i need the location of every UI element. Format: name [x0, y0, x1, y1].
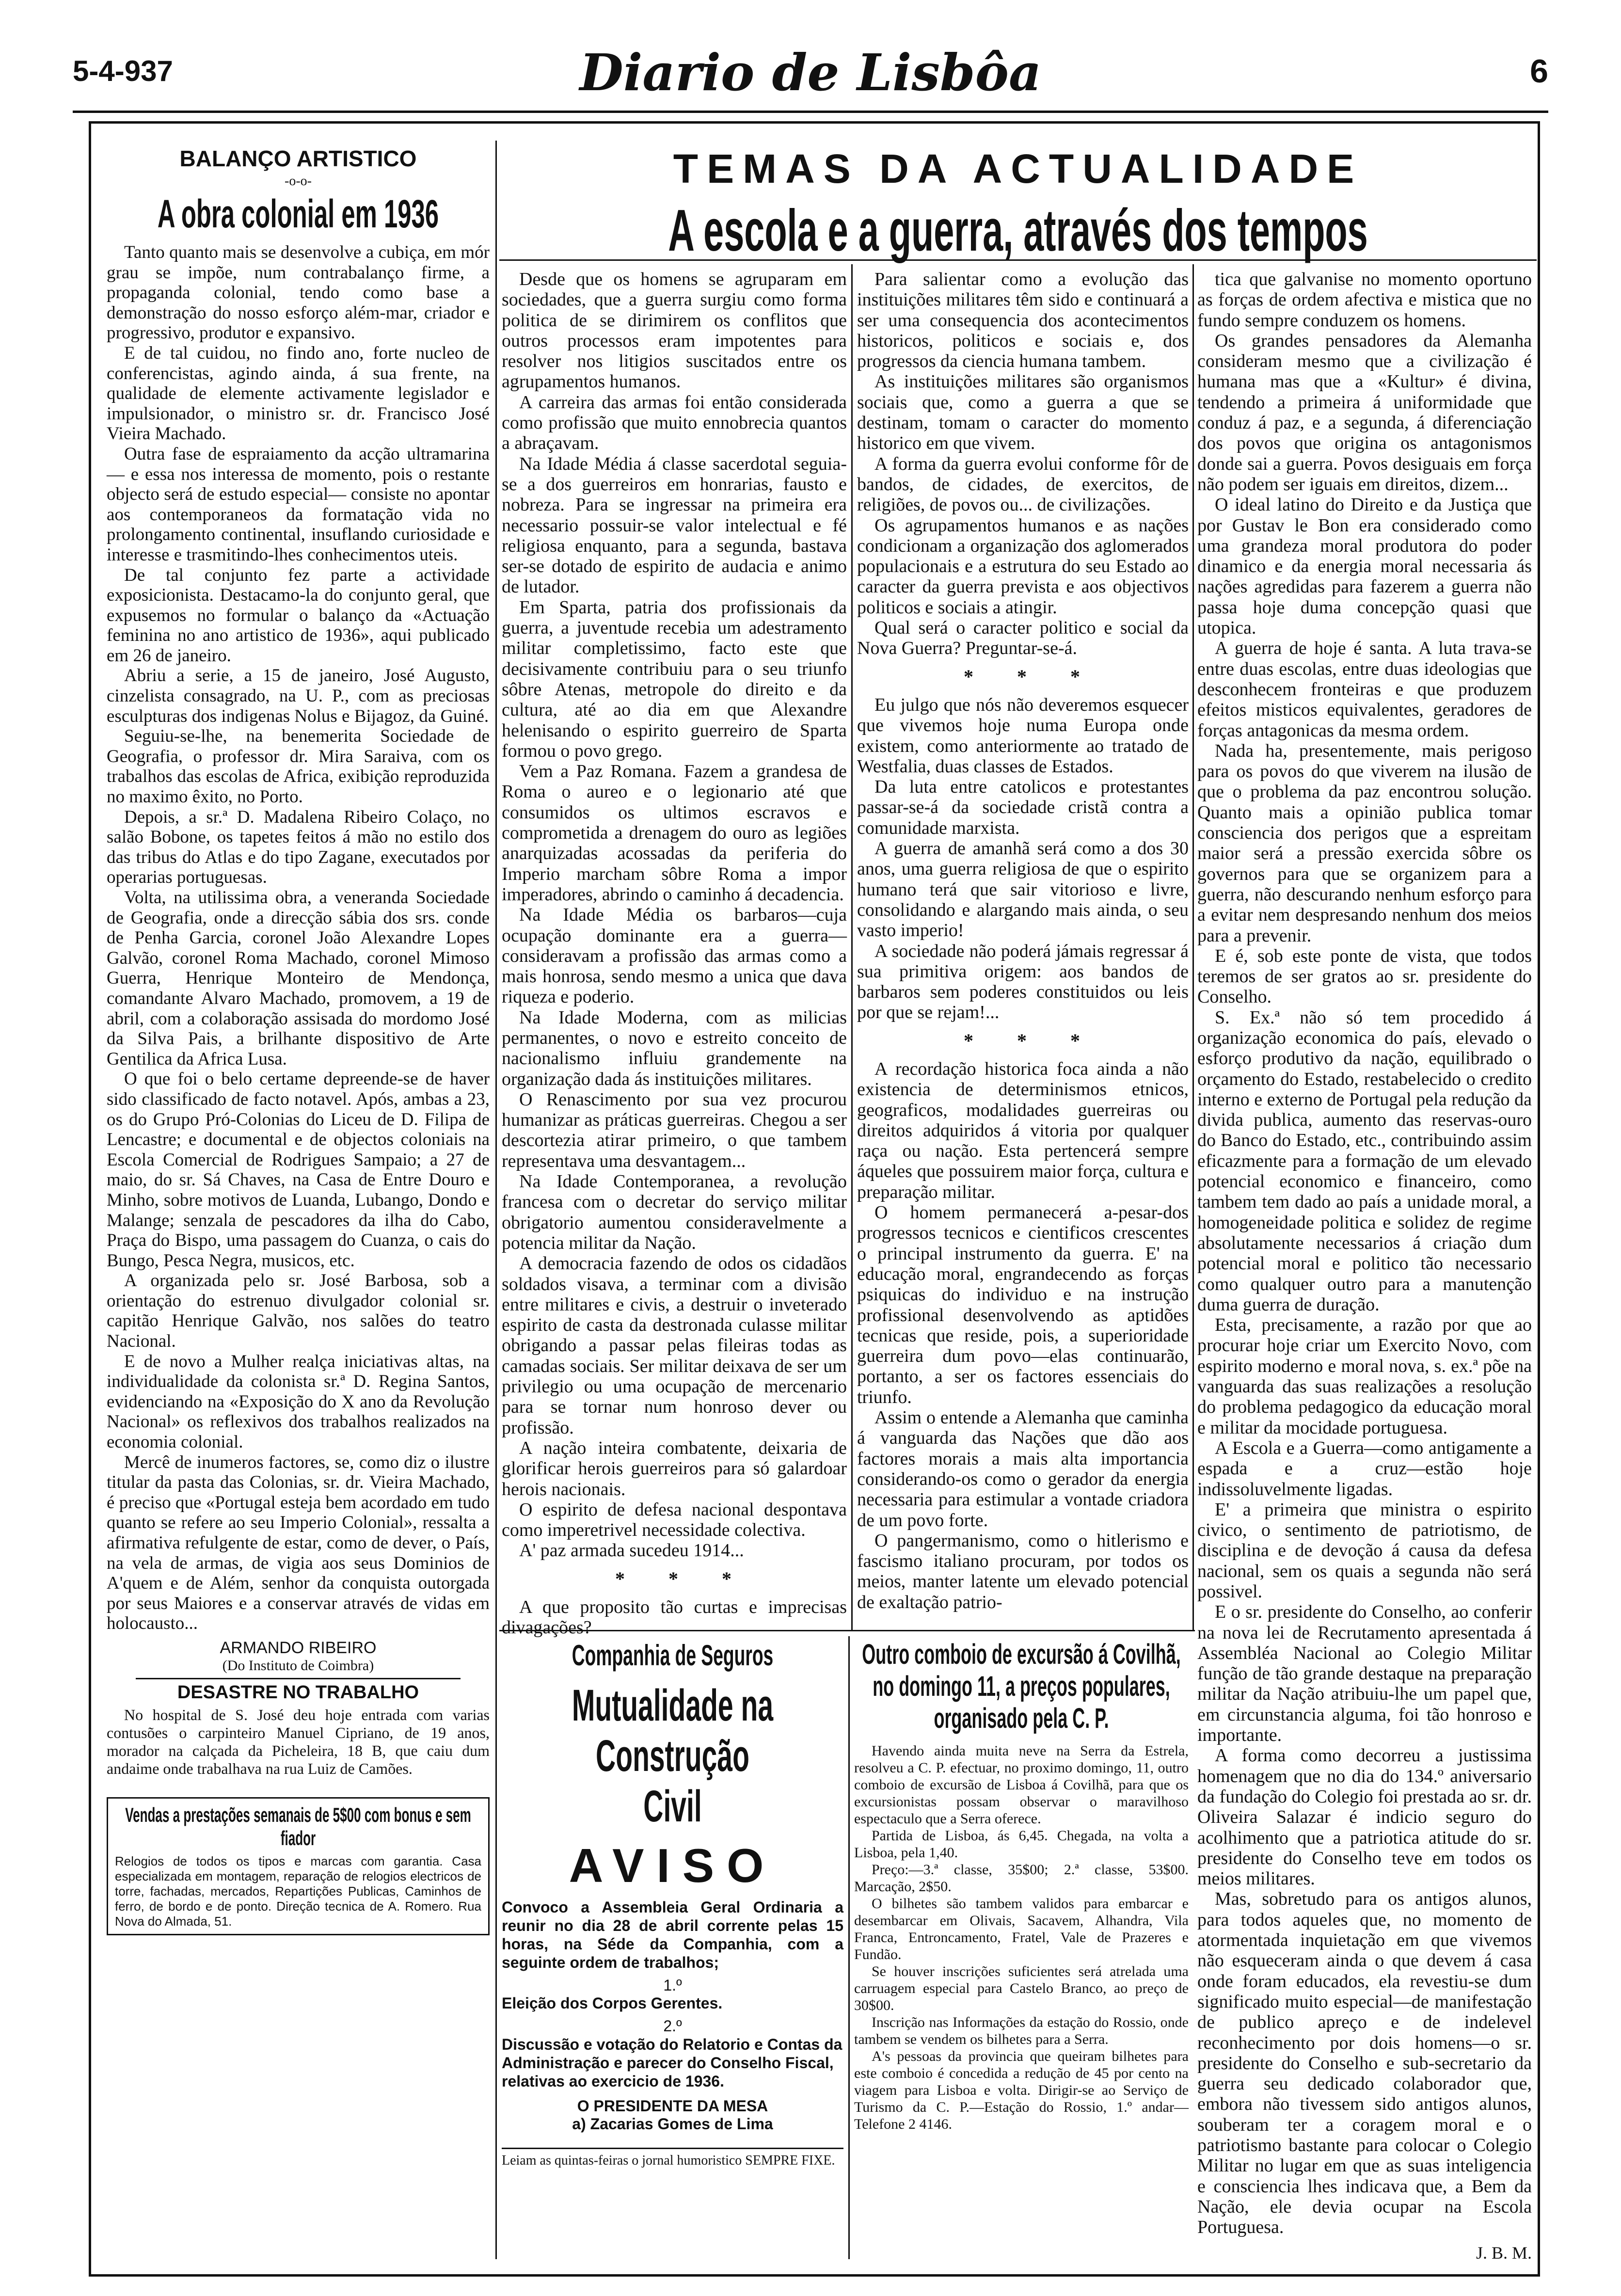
paragraph: A democracia fazendo de odos os cidadãos soldados visava, a terminar com a divisão entre militares e civis, a destruir o inveterado espirito de casta da destronada culasse militar obrigando a passar pelas fileiras todas as camadas sociais. Ser militar deixava de ser um privilegio ou uma ocupação de mercenario para se tornar num honroso dever ou profissão. [502, 1253, 847, 1438]
excursion-title: Outro comboio de excursão á Covilhã, no domingo 11, a preços populares, organisado pela C. P. [862, 1639, 1181, 1734]
paragraph: E o sr. presidente do Conselho, ao conferir na nova lei de Recrutamento apresentada á Assembléa Nacional ao Colegio Militar função de tão grande destaque na preparação militar da Nação atribuiu-lhe um papel que, em circunstancia alguma, foi tão honroso e importante. [1197, 1602, 1532, 1746]
excursion-body [854, 1742, 1189, 2133]
insurance-notice [502, 1639, 843, 2168]
main-column-2 [857, 269, 1189, 1612]
paragraph: Os grandes pensadores da Alemanha consideram mesmo que a civilização é humana mas que a «Kultur» é divina, tendendo a primeira á uniformidade que conduz á paz, e a segunda, á diferenciação dos povos que origina os antagonismos donde sai a guerra. Povos desiguais em força não podem ser iguais em direitos, dizem... [1197, 330, 1532, 494]
paragraph: O bilhetes são tambem validos para embarcar e desembarcar em Olivais, Sacavem, Alhandra, Vila Franca, Entroncamento, Fratel, Vale de Prazeres e Fundão. [854, 1896, 1189, 1962]
paragraph: Volta, na utilissima obra, a veneranda Sociedade de Geografia, onde a direcção sábia dos srs. conde de Penha Garcia, coronel João Alexandre Lopes Galvão, coronel Roma Machado, coronel Mimoso Guerra, Henrique Monteiro de Mendonça, comandante Alvaro Machado, promovem, a 19 de abril, com a colaboração assisada do mordomo José da Silva Pais, a brilhante dispositivo de Arte Gentilica da Africa Lusa. [107, 888, 490, 1069]
excursion-article [854, 1639, 1189, 2133]
column-rule-notice [848, 1636, 850, 2259]
paragraph: Preço:—3.ª classe, 35$00; 2.ª classe, 53$00. Marcação, 2$50. [854, 1862, 1189, 1895]
president-name: a) Zacarias Gomes de Lima [572, 2115, 773, 2133]
ad-title: Vendas a prestações semanais de 5$00 com bonus e sem fiador [125, 1803, 471, 1850]
paragraph: A nação inteira combatente, deixaria de glorificar herois guerreiros para só galardoar herois nacionais. [502, 1437, 847, 1499]
paragraph: Mas, sobretudo para os antigos alunos, para todos aqueles que, no momento de atormentada inquietação em que vivemos não esqueceram ainda o que devem á casa onde foram educados, ela revestiu-se dum significado muito especial—de manifestação de publico apreço e de indelevel reconhecimento por dois homens—o sr. presidente do Conselho e sub-secretario da guerra seu dedicado colaborador que, embora não tivessem sido antigos alunos, souberam ter a coragem moral e o patriotismo bastante para colocar o Colegio Militar no lugar em que as suas inteligencia e consciencia lhes indicava que, a Bem da Nação, ele devia ocupar na Escola Portuguesa. [1197, 1889, 1532, 2238]
paragraph: Desde que os homens se agruparam em sociedades, que a guerra surgiu como forma politica de se dirimirem os conflitos que outros processos eram impotentes para resolver nos litigios suscitados entre os agrupamentos humanos. [502, 269, 847, 392]
paragraph: A que proposito tão curtas e imprecisas divagações? [502, 1597, 847, 1638]
accident-title: DESASTRE NO TRABALHO [177, 1682, 419, 1703]
paragraph: Tanto quanto mais se desenvolve a cubiça, em mór grau se impõe, num contrabalanço firme, a propaganda colonial, tendo como base a demonstração do nosso esforço além-mar, criador e progressivo, produtor e expansivo. [107, 242, 490, 343]
left-column [107, 145, 490, 1935]
company-name-line2: Civil [643, 1782, 702, 1831]
paragraph: De tal conjunto fez parte a actividade exposicionista. Destacamo-la do conjunto geral, que expusemos no formular o balanço da «Actuação feminina no ano artistico de 1936», aqui publicado em 26 de janeiro. [107, 565, 490, 666]
paragraph: Eu julgo que nós não deveremos esquecer que vivemos hoje numa Europa onde existem, como anteriormente ao tratado de Westfalia, duas classes de Estados. [857, 694, 1189, 777]
paragraph: As instituições militares são organismos sociais que, como a guerra a que se destinam, tomam o caracter do momento historico em que vivem. [857, 371, 1189, 454]
paragraph: A organizada pelo sr. José Barbosa, sob a orientação do estrenuo divulgador colonial sr. capitão Henrique Galvão, nos salões do teatro Nacional. [107, 1271, 490, 1352]
paragraph: Nada ha, presentemente, mais perigoso para os povos do que viverem na ilusão de que o problema da paz encontrou solução. Quanto mais a opinião publica tomar consciencia dos perigos que a espreitam maior será a pressão exercida sôbre os governos para que se organizem para a guerra, não descurando nenhum esforço para a evitar nem despresando nenhum dos meios para a prevenir. [1197, 740, 1532, 946]
paragraph: A recordação historica foca ainda a não existencia de determinismos etnicos, geograficos, modalidades guerreiras ou direitos adquiridos á vitoria por qualquer raça ou nação. Esta pertencerá sempre áqueles que possuirem maior força, cultura e preparação militar. [857, 1058, 1189, 1202]
section-break-stars: * * * [615, 1567, 751, 1590]
section-break-stars: * * * [964, 665, 1099, 687]
paragraph: O homem permanecerá a-pesar-dos progressos tecnicos e cientificos crescentes o principal instrumento da guerra. E' na educação moral, engrandecendo as forças psiquicas do individuo e na instrução profissional desenvolvendo as aptidões tecnicas que reside, pois, a superioridade guerreira dum povo—elas continuarão, portanto, a ser os factores essenciais do triunfo. [857, 1202, 1189, 1407]
paragraph: Para salientar como a evolução das instituições militares têm sido e continuará a ser uma consequencia dos acontecimentos historicos, politicos e sociais e, dos progressos da ciencia humana tambem. [857, 269, 1189, 372]
paragraph: A forma da guerra evolui conforme fôr de bandos, de cidades, de exercitos, de religiões, de povos ou... de civilizações. [857, 453, 1189, 515]
paragraph: Se houver inscrições suficientes será atrelada uma carruagem especial para Castelo Branco, ao preço de 30$00. [854, 1963, 1189, 2013]
paragraph: Inscrição nas Informações da estação do Rossio, onde tambem se vendem os bilhetes para a Serra. [854, 2014, 1189, 2047]
item-number: 1.º [663, 1977, 682, 1994]
paragraph: O espirito de defesa nacional despontava como imperetrivel necessidade colectiva. [502, 1499, 847, 1541]
company-label: Companhia de Seguros [572, 1639, 774, 1672]
header-rule [73, 111, 1548, 113]
paragraph: A sociedade não poderá jámais regressar á sua primitiva origem: aos bandos de barbaros sem poderes constituidos ou leis por que se rejam!... [857, 941, 1189, 1023]
president-title: O PRESIDENTE DA MESA [577, 2097, 768, 2115]
main-column-3 [1197, 269, 1532, 2263]
issue-date: 5-4-937 [73, 55, 173, 87]
paragraph: Da luta entre catolicos e protestantes passar-se-á da sociedade cristã contra a comunidade marxista. [857, 777, 1189, 838]
paragraph: A guerra de hoje é santa. A luta trava-se entre duas escolas, entre duas ideologias que desconhecem fronteiras e que produzem efeitos misticos equivalentes, geradores de forças antagonicas da mesma ordem. [1197, 638, 1532, 741]
paragraph: tica que galvanise no momento oportuno as forças de ordem afectiva e mistica que no fundo sempre conduzem os homens. [1197, 269, 1532, 331]
paragraph: O ideal latino do Direito e da Justiça que por Gustav le Bon era considerado como uma grandeza moral produtora do poder dinamico e da energia moral necessaria ás nações agredidas para fazerem a guerra não passa hoje duma concepção quasi que utopica. [1197, 494, 1532, 638]
section-break-stars: * * * [964, 1029, 1099, 1052]
column-rule-main-2 [1192, 264, 1194, 1631]
ad-box [107, 1797, 490, 1935]
paragraph: Seguiu-se-lhe, na benemerita Sociedade de Geografia, o professor dr. Mira Saraiva, com os trabalhos das escolas de Africa, exibição reproduzida no maximo êxito, no Porto. [107, 726, 490, 807]
page-number: 6 [1530, 53, 1548, 90]
paragraph: Na Idade Média os barbaros—cuja ocupação dominante era a guerra—consideravam a profissão das armas como a mais honrosa, sendo mesmo a unica que dava riqueza e poderio. [502, 905, 847, 1007]
divider [136, 1678, 461, 1679]
paragraph: A' paz armada sucedeu 1914... [519, 1540, 744, 1561]
paragraph: Em Sparta, patria dos profissionais da guerra, a juventude recebia um adestramento militar completissimo, facto este que decisivamente contribuiu para o seu triunfo sôbre Atenas, metropole do direito e da cultura, até ao dia em que Alexandre helenisando o espirito guerreiro de Sparta formou o povo grego. [502, 597, 847, 761]
paragraph: Outra fase de espraiamento da acção ultramarina — e essa nos interessa de momento, pois o restante objecto será de estudo especial— consiste no apontar aos contemporaneos da formatação vida no prolongamento continental, insuflando curiosidade e interesse e trasmitindo-lhes conhecimentos uteis. [107, 444, 490, 565]
company-name: Mutualidade na Construção [572, 1681, 774, 1781]
paragraph: O pangermanismo, como o hitlerismo e fascismo italiano procuram, por todos os meios, manter latente um elevado potencial de exaltação patrio- [857, 1530, 1189, 1612]
paragraph: A guerra de amanhã será como a dos 30 anos, uma guerra religiosa de que o espirito humano terá que sair vitorioso e livre, consolidando e alargando mais ainda, o seu vasto imperio! [857, 838, 1189, 941]
paragraph: Assim o entende a Alemanha que caminha á vanguarda das Nações que dão aos factores morais a mais alta importancia considerando-os como o gerador da energia necessaria para estimular a vontade criadora de um povo forte. [857, 1407, 1189, 1531]
main-column-1 [502, 269, 847, 1638]
item-text: Discussão e votação do Relatorio e Contas da Administração e parecer do Conselho Fiscal, relativas ao exercicio de 1936. [502, 2036, 842, 2090]
paragraph: Os agrupamentos humanos e as nações condicionam a organização dos aglomerados populacionais e a estrutura do seu Estado ao caracter da guerra prevista e aos objectivos politicos e sociais a atingir. [857, 515, 1189, 618]
article-body [107, 242, 490, 1634]
byline: J. B. M. [1476, 2243, 1532, 2263]
paragraph: Esta, precisamente, a razão por que ao procurar hoje criar um Exercito Novo, com espirito moderno e moral nova, s. ex.ª põe na vanguarda das suas realizações a resolução do problema pedagogico da educação moral e militar da mocidade portuguesa. [1197, 1315, 1532, 1438]
paragraph: Qual será o caracter politico e social da Nova Guerra? Preguntar-se-á. [857, 618, 1189, 659]
paragraph: Na Idade Moderna, com as milicias permanentes, o novo e estreito conceito de nacionalismo influiu grandemente na organização dada ás instituições militares. [502, 1007, 847, 1089]
ornament: -o-o- [285, 174, 312, 189]
paragraph: E' a primeira que ministra o espirito civico, o sentimento de patriotismo, de disciplina e de devoção á causa da defesa nacional, sem os quais a segunda não será possivel. [1197, 1499, 1532, 1602]
kicker: BALANÇO ARTISTICO [179, 146, 417, 171]
column-rule-main-1 [851, 264, 853, 1631]
paragraph: S. Ex.ª não só tem procedido á organização economica do país, elevado o esforço produtivo da nação, equilibrado o orçamento do Estado, restabelecido o credito interno e externo de Portugal pela redução da divida publica, aumento das reservas-ouro do Banco do Estado, etc., contribuindo assim eficazmente para a formação de um elevado potencial economico e financeiro, como tambem tem dado ao país a unidade moral, a homogeneidade politica e solidez de regime absolutamente necessarios á criação dum potencial moral e politico tão necessario como qualquer outro para a manutenção duma guerra de duração. [1197, 1007, 1532, 1315]
paragraph: O que foi o belo certame depreende-se de haver sido classificado de facto notavel. Após, ambas a 23, os do Grupo Pró-Colonias do Liceu de D. Filipa de Lencastre; e documental e de objectos coloniais na Escola Comercial de Rodrigues Sampaio; a 27 de maio, do sr. Sá Chaves, na Casa de Entre Douro e Minho, sobre motivos de Luanda, Lubango, Dondo e Malange; senzala de pescadores da ilha do Cabo, Praça do Bispo, uma passagem do Cuanza, o cais do Bungo, Pesca Negra, musicos, etc. [107, 1069, 490, 1271]
paragraph: A carreira das armas foi então considerada como profissão que muito ennobrecia quantos a abraçavam. [502, 392, 847, 454]
paragraph: A Escola e a Guerra—como antigamente a espada e a cruz—estão hoje indissoluvelmente ligadas. [1197, 1437, 1532, 1499]
item-number: 2.º [663, 2017, 682, 2035]
paragraph: Na Idade Contemporanea, a revolução francesa com o decretar do serviço militar obrigatorio aumentou consideravelmente a potencia militar da Nação. [502, 1171, 847, 1253]
paragraph: Havendo ainda muita neve na Serra da Estrela, resolveu a C. P. efectuar, no proximo domingo, 11, outro comboio de excursão de Lisboa á Covilhã, para que os excursionistas possam observar o maravilhoso espectaculo que a Serra oferece. [854, 1743, 1189, 1827]
paragraph: E é, sob este ponte de vista, que todos teremos de ser gratos ao sr. presidente do Conselho. [1197, 945, 1532, 1007]
signature-note: (Do Instituto de Coimbra) [222, 1657, 374, 1674]
paragraph: Mercê de inumeros factores, se, como diz o ilustre titular da pasta das Colonias, sr. dr. Vieira Machado, é preciso que «Portugal esteja bem acordado em tudo quanto se refere ao seu Imperio Colonial», ressalta a afirmativa refulgente de estar, como de dever, o País, na vela de armas, de vigia aos seus Dominios de A'quem e de Além, senhor da conquista outorgada por seus Maiores e a conservar através de vidas em holocausto... [107, 1452, 490, 1634]
paragraph: Abriu a serie, a 15 de janeiro, José Augusto, cinzelista consagrado, na U. P., com as preciosas esculpturas dos indigenas Nolus e Bijagoz, da Guiné. [107, 666, 490, 726]
paragraph: Depois, a sr.ª D. Madalena Ribeiro Colaço, no salão Bobone, os tapetes feitos á mão no estilo dos das tribus do Atlas e do tipo Zagane, executados por operarias portuguesas. [107, 807, 490, 888]
notice-intro: Convoco a Assembleia Geral Ordinaria a reunir no dia 28 de abril corrente pelas 15 horas, na Séde da Companhia, com a seguinte ordem de trabalhos; [502, 1898, 843, 1971]
paragraph: E de tal cuidou, no findo ano, forte nucleo de conferencistas, agindo ainda, á sua frente, na qualidade de elemente activamente legislador e impulsionador, o ministro sr. dr. Francisco José Vieira Machado. [107, 343, 490, 444]
notice-footer: Leiam as quintas-feiras o jornal humoristico SEMPRE FIXE. [502, 2153, 835, 2168]
ad-text: Relogios de todos os tipos e marcas com garantia. Casa especializada em montagem, reparação de relogios electricos de torre, fachadas, mercados, Repartições Publicas, Caminhos de ferro, de bordo e de ponto. Direção tecnica de A. Romero. Rua Nova do Almada, 51. [115, 1853, 481, 1929]
section-title: TEMAS DA ACTUALIDADE [673, 146, 1363, 191]
item-text: Eleição dos Corpos Gerentes. [502, 1994, 723, 2012]
paragraph: A forma como decorreu a justissima homenagem que no dia do 134.º aniversario da fundação do Colegio foi prestada ao sr. dr. Oliveira Salazar é indicio seguro do acolhimento que a patriotica atitude do sr. presidente do Conselho teve em todos os meios militares. [1197, 1745, 1532, 1889]
paragraph: A's pessoas da provincia que queiram bilhetes para este comboio é concedida a redução de 45 por cento na viagem para Lisboa e volta. Dirigir-se ao Serviço de Turismo da C. P.—Estação do Rossio, 1.º andar—Telefone 2 4146. [854, 2048, 1189, 2132]
notice-footer-rule [502, 2148, 843, 2149]
paragraph: Vem a Paz Romana. Fazem a grandesa de Roma o aureo e o legionario até que consumidos os ultimos escravos e comprometida a drenagem do ouro as legiões anarquizadas acossadas da periferia do Imperio marcham sôbre Roma a impor imperadores, abrindo o caminho á decadencia. [502, 761, 847, 905]
signature: ARMANDO RIBEIRO [220, 1638, 377, 1657]
main-headline: A escola e a guerra, através dos tempos [668, 197, 1368, 263]
article-title: A obra colonial em 1936 [157, 192, 439, 236]
aviso-heading: AVISO [569, 1839, 777, 1892]
column-rule-left [495, 141, 497, 2259]
paragraph: E de novo a Mulher realça iniciativas altas, na individualidade da colonista sr.ª D. Regina Santos, evidenciando na «Exposição do X ano da Revolução Nacional» os reflexivos dos trabalhos realizados na economia colonial. [107, 1351, 490, 1452]
paragraph: O Renascimento por sua vez procurou humanizar as práticas guerreiras. Chegou a ser descortezia atirar primeiro, o que tambem representava uma desvantagem... [502, 1089, 847, 1171]
paragraph: Partida de Lisboa, ás 6,45. Chegada, na volta a Lisboa, pela 1,40. [854, 1828, 1189, 1861]
paragraph: Na Idade Média á classe sacerdotal seguia-se a dos guerreiros em honrarias, fausto e nobreza. Para se ingressar na primeira era necessario possuir-se valor intelectual e fé religiosa enquanto, para a segunda, bastava ser-se dotado de espirito de audacia e animo de lutador. [502, 453, 847, 597]
masthead: Diario de Lisbôa [579, 43, 1042, 102]
accident-text: No hospital de S. José deu hoje entrada com varias contusões o carpinteiro Manuel Cipriano, de 19 anos, morador na calçada da Picheleira, 18 B, que caiu dum andaime onde trabalhava na rua Luiz de Camões. [107, 1706, 490, 1777]
